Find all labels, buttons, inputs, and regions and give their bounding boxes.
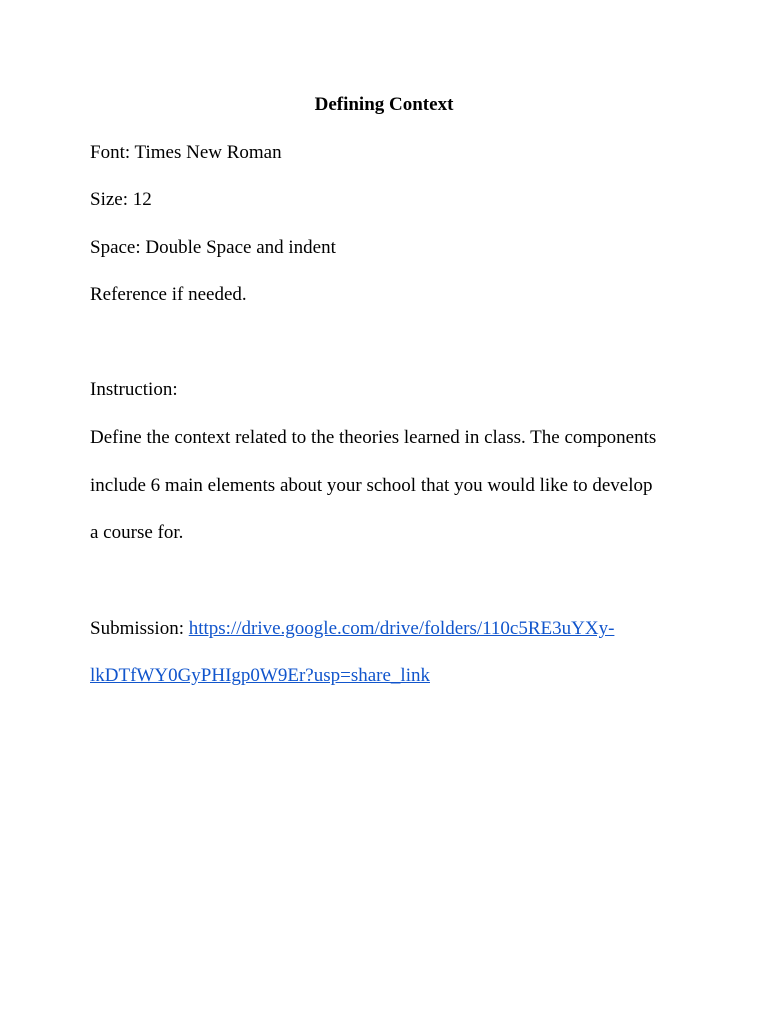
submission-line-continued <box>90 663 430 689</box>
submission-line <box>90 616 614 642</box>
font-requirement: Font: Times New Roman <box>90 142 282 163</box>
submission-label: Submission: <box>90 618 189 639</box>
submission-link-continued[interactable]: lkDTfWY0GyPHIgp0W9Er?usp=share_link <box>90 665 430 686</box>
size-requirement: Size: 12 <box>90 189 152 210</box>
instruction-label: Instruction: <box>90 379 178 400</box>
instruction-text-line: a course for. <box>90 522 184 543</box>
instruction-text-line: Define the context related to the theories learned in class. The components <box>90 427 657 448</box>
spacing-requirement: Space: Double Space and indent <box>90 237 336 258</box>
reference-note: Reference if needed. <box>90 284 247 305</box>
instruction-text-line: include 6 main elements about your school that you would like to develop <box>90 475 653 496</box>
submission-link[interactable]: https://drive.google.com/drive/folders/110c5RE3uYXy- <box>188 618 615 639</box>
document-title: Defining Context <box>314 94 454 115</box>
